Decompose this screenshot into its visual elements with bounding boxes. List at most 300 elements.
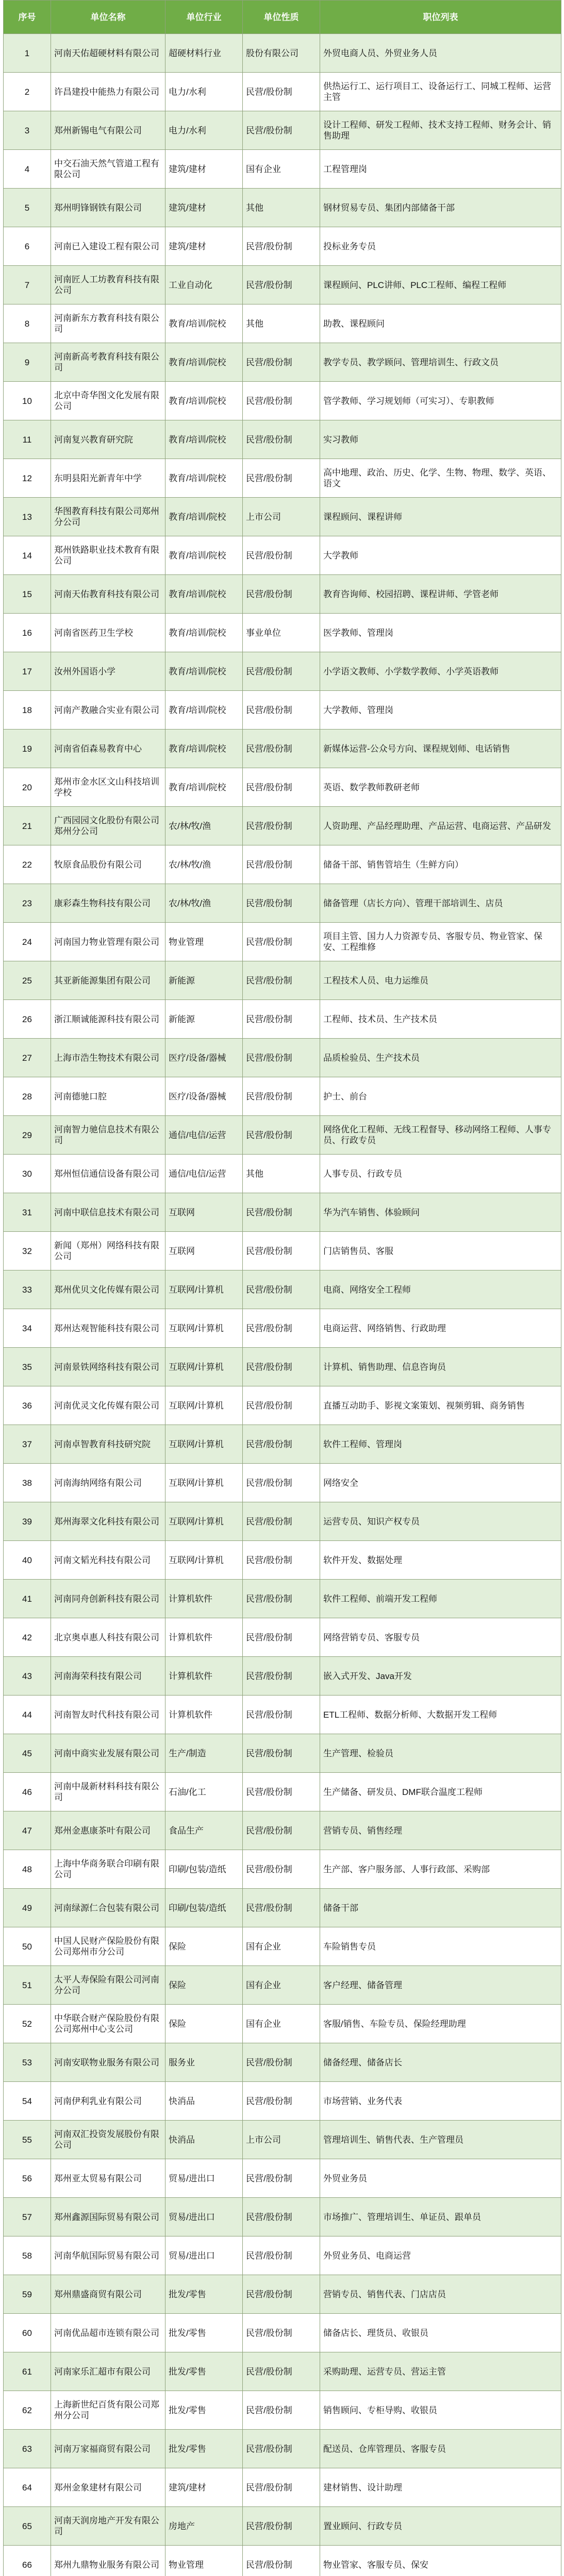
table-row <box>4 266 561 304</box>
company-nature: 民营/股份制 <box>243 807 320 845</box>
table-row <box>4 1386 561 1425</box>
row-index: 62 <box>4 2391 51 2430</box>
position-list: 小学语文教师、小学数学教师、小学英语教师 <box>320 652 561 691</box>
row-index: 61 <box>4 2352 51 2391</box>
company-nature: 民营/股份制 <box>243 1039 320 1077</box>
row-index: 26 <box>4 1000 51 1039</box>
company-nature: 事业单位 <box>243 614 320 652</box>
table-row <box>4 884 561 923</box>
row-index: 30 <box>4 1155 51 1193</box>
row-index: 15 <box>4 575 51 614</box>
position-list: 营销专员、销售代表、门店店员 <box>320 2275 561 2314</box>
company-nature: 其他 <box>243 304 320 343</box>
position-list: 配送员、仓库管理员、客服专员 <box>320 2430 561 2468</box>
industry: 互联网/计算机 <box>165 1348 243 1386</box>
table-row <box>4 150 561 189</box>
row-index: 39 <box>4 1502 51 1541</box>
industry: 医疗/设备/器械 <box>165 1077 243 1116</box>
company-nature: 民营/股份制 <box>243 691 320 730</box>
company-name: 河南伊利乳业有限公司 <box>51 2082 165 2121</box>
company-name: 牧原食品股份有限公司 <box>51 845 165 884</box>
position-list: 客户经理、储备管理 <box>320 1966 561 2005</box>
company-name: 河南天佑超硬材料有限公司 <box>51 34 165 73</box>
position-list: ETL工程师、数据分析师、大数据开发工程师 <box>320 1696 561 1734</box>
company-name: 郑州亚太贸易有限公司 <box>51 2159 165 2198</box>
header-nature: 单位性质 <box>243 1 320 34</box>
table-row <box>4 343 561 382</box>
table-row <box>4 1734 561 1773</box>
company-nature: 民营/股份制 <box>243 1618 320 1657</box>
row-index: 59 <box>4 2275 51 2314</box>
row-index: 22 <box>4 845 51 884</box>
company-nature: 民营/股份制 <box>243 1696 320 1734</box>
position-list: 生产部、客户服务部、人事行政部、采购部 <box>320 1850 561 1889</box>
row-index: 42 <box>4 1618 51 1657</box>
row-index: 56 <box>4 2159 51 2198</box>
table-row <box>4 1193 561 1232</box>
table-header <box>4 1 561 34</box>
row-index: 4 <box>4 150 51 189</box>
table-row <box>4 1580 561 1618</box>
industry: 教育/培训/院校 <box>165 536 243 575</box>
table-row <box>4 1464 561 1502</box>
industry: 批发/零售 <box>165 2275 243 2314</box>
position-list: 实习教师 <box>320 420 561 459</box>
table-row <box>4 498 561 536</box>
position-list: 管理培训生、销售代表、生产管理员 <box>320 2121 561 2159</box>
header-row <box>4 1 561 34</box>
industry: 工业自动化 <box>165 266 243 304</box>
row-index: 45 <box>4 1734 51 1773</box>
table-row <box>4 1077 561 1116</box>
company-nature: 民营/股份制 <box>243 730 320 768</box>
table-row <box>4 1270 561 1309</box>
table-row <box>4 227 561 266</box>
company-nature: 民营/股份制 <box>243 1773 320 1811</box>
table-row <box>4 304 561 343</box>
position-list: 采购助理、运营专员、营运主管 <box>320 2352 561 2391</box>
row-index: 12 <box>4 459 51 498</box>
table-row <box>4 1811 561 1850</box>
table-row <box>4 2198 561 2236</box>
position-list: 大学教师、管理岗 <box>320 691 561 730</box>
company-nature: 民营/股份制 <box>243 2159 320 2198</box>
company-nature: 民营/股份制 <box>243 923 320 961</box>
position-list: 英语、数学教师教研老师 <box>320 768 561 807</box>
table-row <box>4 2275 561 2314</box>
industry: 印刷/包装/造纸 <box>165 1850 243 1889</box>
position-list: 直播互动助手、影视文案策划、视频剪辑、商务销售 <box>320 1386 561 1425</box>
industry: 物业管理 <box>165 923 243 961</box>
position-list: 营销专员、销售经理 <box>320 1811 561 1850</box>
company-name: 中华联合财产保险股份有限公司郑州中心支公司 <box>51 2005 165 2043</box>
table-row <box>4 730 561 768</box>
industry: 互联网 <box>165 1193 243 1232</box>
table-row <box>4 1039 561 1077</box>
row-index: 37 <box>4 1425 51 1464</box>
company-name: 河南天佑教育科技有限公司 <box>51 575 165 614</box>
row-index: 35 <box>4 1348 51 1386</box>
company-name: 郑州九鼎物业服务有限公司 <box>51 2546 165 2576</box>
company-nature: 民营/股份制 <box>243 1889 320 1927</box>
industry: 通信/电信/运营 <box>165 1116 243 1155</box>
row-index: 43 <box>4 1657 51 1696</box>
table-row <box>4 1657 561 1696</box>
position-list: 大学教师 <box>320 536 561 575</box>
table-row <box>4 1309 561 1348</box>
position-list: 门店销售员、客服 <box>320 1232 561 1270</box>
industry: 新能源 <box>165 961 243 1000</box>
company-nature: 民营/股份制 <box>243 382 320 420</box>
table-row <box>4 652 561 691</box>
position-list: 助教、课程顾问 <box>320 304 561 343</box>
industry: 互联网/计算机 <box>165 1425 243 1464</box>
row-index: 6 <box>4 227 51 266</box>
company-nature: 民营/股份制 <box>243 768 320 807</box>
table-row <box>4 923 561 961</box>
industry: 农/林/牧/渔 <box>165 807 243 845</box>
industry: 互联网/计算机 <box>165 1541 243 1580</box>
industry: 教育/培训/院校 <box>165 652 243 691</box>
company-name: 河南智友时代科技有限公司 <box>51 1696 165 1734</box>
row-index: 27 <box>4 1039 51 1077</box>
company-nature: 民营/股份制 <box>243 1811 320 1850</box>
table-row <box>4 1966 561 2005</box>
company-nature: 民营/股份制 <box>243 459 320 498</box>
company-nature: 国有企业 <box>243 150 320 189</box>
row-index: 11 <box>4 420 51 459</box>
row-index: 52 <box>4 2005 51 2043</box>
company-nature: 民营/股份制 <box>243 2468 320 2507</box>
company-name: 郑州金象建材有限公司 <box>51 2468 165 2507</box>
company-nature: 其他 <box>243 189 320 227</box>
position-list: 储备经理、储备店长 <box>320 2043 561 2082</box>
industry: 建筑/建材 <box>165 189 243 227</box>
header-industry: 单位行业 <box>165 1 243 34</box>
company-name: 郑州铁路职业技术教育有限公司 <box>51 536 165 575</box>
position-list: 生产管理、检验员 <box>320 1734 561 1773</box>
industry: 教育/培训/院校 <box>165 459 243 498</box>
row-index: 66 <box>4 2546 51 2576</box>
company-name: 河南中晟新材料科技有限公司 <box>51 1773 165 1811</box>
row-index: 16 <box>4 614 51 652</box>
position-list: 设计工程师、研发工程师、技术支持工程师、财务会计、销售助理 <box>320 111 561 150</box>
row-index: 7 <box>4 266 51 304</box>
industry: 计算机软件 <box>165 1580 243 1618</box>
industry: 生产/制造 <box>165 1734 243 1773</box>
position-list: 储备店长、理货员、收银员 <box>320 2314 561 2352</box>
company-name: 河南家乐汇超市有限公司 <box>51 2352 165 2391</box>
table-row <box>4 2159 561 2198</box>
row-index: 1 <box>4 34 51 73</box>
company-name: 河南景铁网络科技有限公司 <box>51 1348 165 1386</box>
row-index: 2 <box>4 73 51 111</box>
company-nature: 民营/股份制 <box>243 1425 320 1464</box>
row-index: 48 <box>4 1850 51 1889</box>
company-name: 华图教育科技有限公司郑州分公司 <box>51 498 165 536</box>
industry: 计算机软件 <box>165 1618 243 1657</box>
company-nature: 民营/股份制 <box>243 884 320 923</box>
industry: 保险 <box>165 2005 243 2043</box>
position-list: 软件工程师、管理岗 <box>320 1425 561 1464</box>
position-list: 项目主管、国力人力资源专员、客服专员、物业管家、保安、工程维修 <box>320 923 561 961</box>
position-list: 高中地理、政治、历史、化学、生物、物理、数学、英语、语文 <box>320 459 561 498</box>
industry: 农/林/牧/渔 <box>165 884 243 923</box>
table-row <box>4 2236 561 2275</box>
company-nature: 民营/股份制 <box>243 2275 320 2314</box>
company-name: 河南国力物业管理有限公司 <box>51 923 165 961</box>
table-row <box>4 1116 561 1155</box>
company-nature: 民营/股份制 <box>243 961 320 1000</box>
row-index: 8 <box>4 304 51 343</box>
company-nature: 民营/股份制 <box>243 111 320 150</box>
company-name: 河南复兴教育研究院 <box>51 420 165 459</box>
company-name: 郑州达观智能科技有限公司 <box>51 1309 165 1348</box>
row-index: 41 <box>4 1580 51 1618</box>
row-index: 9 <box>4 343 51 382</box>
position-list: 课程顾问、PLC讲师、PLC工程师、编程工程师 <box>320 266 561 304</box>
row-index: 3 <box>4 111 51 150</box>
table-row <box>4 1927 561 1966</box>
company-nature: 民营/股份制 <box>243 1734 320 1773</box>
row-index: 49 <box>4 1889 51 1927</box>
company-name: 河南同舟创新科技有限公司 <box>51 1580 165 1618</box>
company-name: 上海新世纪百货有限公司郑州分公司 <box>51 2391 165 2430</box>
industry: 教育/培训/院校 <box>165 304 243 343</box>
company-nature: 民营/股份制 <box>243 536 320 575</box>
company-nature: 国有企业 <box>243 1927 320 1966</box>
position-list: 外贸业务员、电商运营 <box>320 2236 561 2275</box>
row-index: 44 <box>4 1696 51 1734</box>
table-row <box>4 2121 561 2159</box>
company-nature: 民营/股份制 <box>243 2082 320 2121</box>
company-nature: 民营/股份制 <box>243 2352 320 2391</box>
company-name: 新闻（郑州）网络科技有限公司 <box>51 1232 165 1270</box>
company-name: 河南天润房地产开发有限公司 <box>51 2507 165 2546</box>
table-row <box>4 2507 561 2546</box>
position-list: 品质检验员、生产技术员 <box>320 1039 561 1077</box>
company-name: 广西园园文化股份有限公司郑州分公司 <box>51 807 165 845</box>
company-name: 郑州优贝文化传媒有限公司 <box>51 1270 165 1309</box>
row-index: 5 <box>4 189 51 227</box>
industry: 农/林/牧/渔 <box>165 845 243 884</box>
company-name: 郑州明锋钢铁有限公司 <box>51 189 165 227</box>
company-name: 河南优品超市连锁有限公司 <box>51 2314 165 2352</box>
company-name: 河南华航国际贸易有限公司 <box>51 2236 165 2275</box>
company-name: 其亚新能源集团有限公司 <box>51 961 165 1000</box>
row-index: 19 <box>4 730 51 768</box>
industry: 互联网/计算机 <box>165 1270 243 1309</box>
industry: 贸易/进出口 <box>165 2159 243 2198</box>
industry: 教育/培训/院校 <box>165 343 243 382</box>
row-index: 65 <box>4 2507 51 2546</box>
row-index: 36 <box>4 1386 51 1425</box>
table-row <box>4 536 561 575</box>
company-name: 河南卓智教育科技研究院 <box>51 1425 165 1464</box>
company-nature: 民营/股份制 <box>243 1232 320 1270</box>
company-name: 上海市浩生物技术有限公司 <box>51 1039 165 1077</box>
company-nature: 民营/股份制 <box>243 266 320 304</box>
table-row <box>4 189 561 227</box>
position-list: 储备管理（店长方向）、管理干部培训生、店员 <box>320 884 561 923</box>
table-row <box>4 691 561 730</box>
row-index: 33 <box>4 1270 51 1309</box>
company-name: 郑州金惠康茶叶有限公司 <box>51 1811 165 1850</box>
table-row <box>4 768 561 807</box>
row-index: 23 <box>4 884 51 923</box>
company-nature: 民营/股份制 <box>243 1309 320 1348</box>
industry: 贸易/进出口 <box>165 2236 243 2275</box>
table-row <box>4 2391 561 2430</box>
industry: 批发/零售 <box>165 2314 243 2352</box>
row-index: 18 <box>4 691 51 730</box>
company-nature: 民营/股份制 <box>243 845 320 884</box>
company-nature: 民营/股份制 <box>243 2236 320 2275</box>
table-row <box>4 845 561 884</box>
company-name: 河南安联物业服务有限公司 <box>51 2043 165 2082</box>
company-nature: 民营/股份制 <box>243 1541 320 1580</box>
company-name: 河南省医药卫生学校 <box>51 614 165 652</box>
company-name: 北京中奇华图文化发展有限公司 <box>51 382 165 420</box>
position-list: 嵌入式开发、Java开发 <box>320 1657 561 1696</box>
position-list: 车险销售专员 <box>320 1927 561 1966</box>
company-nature: 国有企业 <box>243 2005 320 2043</box>
position-list: 电商、网络安全工程师 <box>320 1270 561 1309</box>
company-nature: 民营/股份制 <box>243 575 320 614</box>
company-name: 郑州恒信通信设备有限公司 <box>51 1155 165 1193</box>
company-name: 河南产教融合实业有限公司 <box>51 691 165 730</box>
company-name: 河南文韬光科技有限公司 <box>51 1541 165 1580</box>
company-nature: 民营/股份制 <box>243 1270 320 1309</box>
table-row <box>4 1232 561 1270</box>
row-index: 34 <box>4 1309 51 1348</box>
industry: 互联网 <box>165 1232 243 1270</box>
company-name: 许昌建投中能热力有限公司 <box>51 73 165 111</box>
company-nature: 民营/股份制 <box>243 2430 320 2468</box>
company-nature: 民营/股份制 <box>243 1193 320 1232</box>
industry: 石油/化工 <box>165 1773 243 1811</box>
company-nature: 民营/股份制 <box>243 343 320 382</box>
company-name: 郑州市金水区文山科技培训学校 <box>51 768 165 807</box>
table-row <box>4 2468 561 2507</box>
row-index: 50 <box>4 1927 51 1966</box>
table-row <box>4 1000 561 1039</box>
industry: 物业管理 <box>165 2546 243 2576</box>
row-index: 10 <box>4 382 51 420</box>
company-name: 河南海纳网络有限公司 <box>51 1464 165 1502</box>
position-list: 置业顾问、行政专员 <box>320 2507 561 2546</box>
industry: 互联网/计算机 <box>165 1464 243 1502</box>
position-list: 人事专员、行政专员 <box>320 1155 561 1193</box>
company-name: 康彩森生物科技有限公司 <box>51 884 165 923</box>
row-index: 51 <box>4 1966 51 2005</box>
industry: 互联网/计算机 <box>165 1386 243 1425</box>
position-list: 网络营销专员、客服专员 <box>320 1618 561 1657</box>
table-row <box>4 1850 561 1889</box>
row-index: 24 <box>4 923 51 961</box>
table-row <box>4 961 561 1000</box>
company-nature: 民营/股份制 <box>243 2314 320 2352</box>
company-name: 郑州新锡电气有限公司 <box>51 111 165 150</box>
company-nature: 民营/股份制 <box>243 1850 320 1889</box>
table-row <box>4 2430 561 2468</box>
company-nature: 民营/股份制 <box>243 652 320 691</box>
header-index: 序号 <box>4 1 51 34</box>
company-name: 上海中华商务联合印刷有限公司 <box>51 1850 165 1889</box>
position-list: 软件开发、数据处理 <box>320 1541 561 1580</box>
position-list: 华为汽车销售、体验顾问 <box>320 1193 561 1232</box>
position-list: 建材销售、设计助理 <box>320 2468 561 2507</box>
company-name: 浙江顺诚能源科技有限公司 <box>51 1000 165 1039</box>
row-index: 58 <box>4 2236 51 2275</box>
company-nature: 国有企业 <box>243 1966 320 2005</box>
row-index: 60 <box>4 2314 51 2352</box>
industry: 互联网/计算机 <box>165 1309 243 1348</box>
industry: 教育/培训/院校 <box>165 730 243 768</box>
row-index: 55 <box>4 2121 51 2159</box>
company-name: 太平人寿保险有限公司河南分公司 <box>51 1966 165 2005</box>
position-list: 储备干部 <box>320 1889 561 1927</box>
position-list: 课程顾问、课程讲师 <box>320 498 561 536</box>
company-name: 河南海荣科技有限公司 <box>51 1657 165 1696</box>
company-nature: 民营/股份制 <box>243 227 320 266</box>
industry: 计算机软件 <box>165 1696 243 1734</box>
position-list: 外贸业务员 <box>320 2159 561 2198</box>
company-nature: 民营/股份制 <box>243 2198 320 2236</box>
position-list: 教育咨询师、校园招聘、课程讲师、学管老师 <box>320 575 561 614</box>
company-nature: 民营/股份制 <box>243 2507 320 2546</box>
company-nature: 民营/股份制 <box>243 1116 320 1155</box>
industry: 快消品 <box>165 2121 243 2159</box>
industry: 食品生产 <box>165 1811 243 1850</box>
industry: 医疗/设备/器械 <box>165 1039 243 1077</box>
row-index: 21 <box>4 807 51 845</box>
row-index: 29 <box>4 1116 51 1155</box>
table-row <box>4 1348 561 1386</box>
table-row <box>4 382 561 420</box>
company-nature: 民营/股份制 <box>243 1580 320 1618</box>
industry: 建筑/建材 <box>165 150 243 189</box>
company-nature: 民营/股份制 <box>243 1502 320 1541</box>
position-list: 市场营销、业务代表 <box>320 2082 561 2121</box>
position-list: 外贸电商人员、外贸业务人员 <box>320 34 561 73</box>
row-index: 64 <box>4 2468 51 2507</box>
company-nature: 民营/股份制 <box>243 1077 320 1116</box>
row-index: 17 <box>4 652 51 691</box>
row-index: 20 <box>4 768 51 807</box>
employer-table <box>3 0 561 2576</box>
row-index: 63 <box>4 2430 51 2468</box>
company-nature: 民营/股份制 <box>243 420 320 459</box>
table-row <box>4 111 561 150</box>
row-index: 25 <box>4 961 51 1000</box>
header-positions: 职位列表 <box>320 1 561 34</box>
industry: 超硬材料行业 <box>165 34 243 73</box>
table-body <box>4 34 561 2576</box>
company-nature: 民营/股份制 <box>243 2043 320 2082</box>
company-name: 汝州外国语小学 <box>51 652 165 691</box>
industry: 印刷/包装/造纸 <box>165 1889 243 1927</box>
industry: 教育/培训/院校 <box>165 498 243 536</box>
company-nature: 民营/股份制 <box>243 2391 320 2430</box>
row-index: 28 <box>4 1077 51 1116</box>
industry: 教育/培训/院校 <box>165 768 243 807</box>
table-row <box>4 1696 561 1734</box>
row-index: 31 <box>4 1193 51 1232</box>
company-nature: 民营/股份制 <box>243 73 320 111</box>
row-index: 14 <box>4 536 51 575</box>
position-list: 管学教师、学习规划师（可实习）、专职教师 <box>320 382 561 420</box>
